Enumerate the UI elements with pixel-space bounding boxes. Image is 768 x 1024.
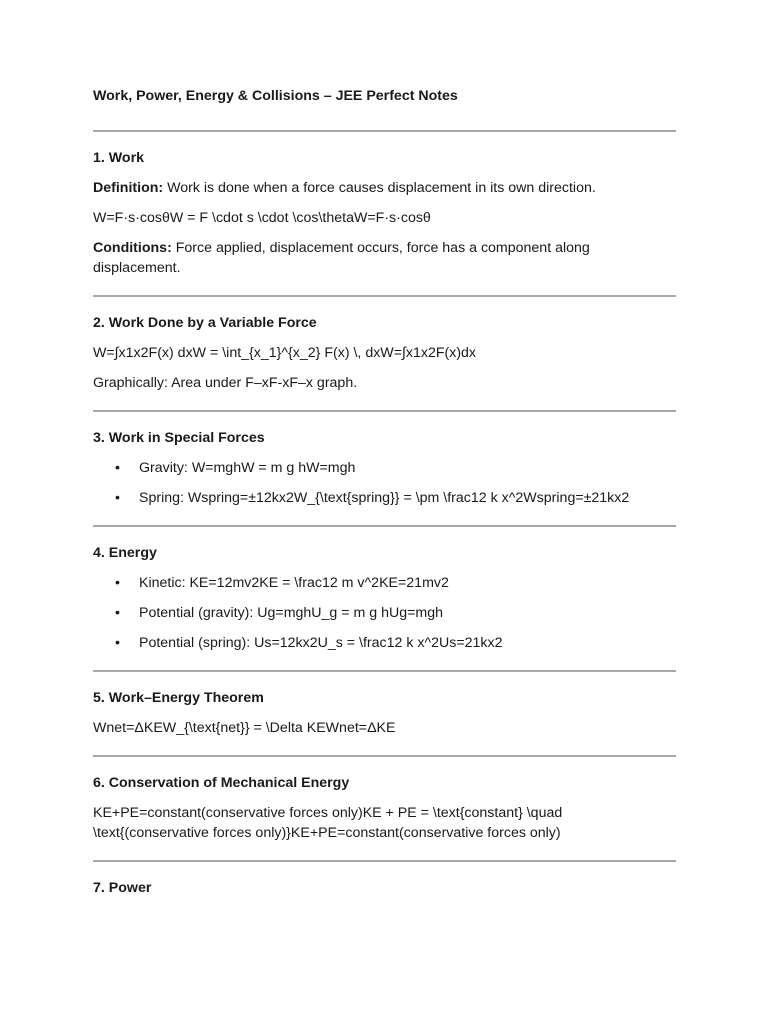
definition-paragraph — [93, 178, 676, 198]
section-energy — [93, 527, 676, 670]
graph-note: Graphically: Area under F–xF-xF–x graph. — [93, 375, 358, 391]
work-formula: W=F·s·cos⁡θW = F \cdot s \cdot \cos\thetaW=F·s·cosθ — [93, 210, 431, 226]
special-forces-list — [93, 458, 676, 508]
theorem-formula: Wnet=ΔKEW_{\text{net}} = \Delta KEWnet=ΔKE — [93, 720, 396, 736]
section-heading: 5. Work–Energy Theorem — [93, 690, 264, 706]
list-item: • Potential (spring): Us=12kx2U_s = \frac12 k x^2Us=21kx2 — [93, 633, 676, 653]
section-heading: 2. Work Done by a Variable Force — [93, 315, 317, 331]
variable-force-formula: W=∫x1x2F(x) dxW = \int_{x_1}^{x_2} F(x) \, dxW=∫x1x2F(x)dx — [93, 345, 477, 361]
definition-text: Work is done when a force causes displacement in its own direction. — [163, 180, 596, 196]
document-page — [93, 86, 676, 925]
list-item: • Gravity: W=mghW = m g hW=mgh — [93, 458, 676, 478]
list-item: • Kinetic: KE=12mv2KE = \frac12 m v^2KE=21mv2 — [93, 573, 676, 593]
section-conservation — [93, 757, 676, 860]
energy-list — [93, 573, 676, 653]
list-item: • Spring: Wspring=±12kx2W_{\text{spring}} = \pm \frac12 k x^2Wspring=±21kx2 — [93, 488, 676, 508]
section-work-energy-theorem — [93, 672, 676, 755]
conservation-formula: KE+PE=constant(conservative forces only)KE + PE = \text{constant} \quad \text{(conservative forces only)}KE+PE=constant(conservative forces only) — [93, 805, 563, 841]
conditions-text: Force applied, displacement occurs, force has a component along displacement. — [93, 240, 590, 276]
conditions-label: Conditions: — [93, 240, 172, 256]
conditions-paragraph — [93, 238, 676, 278]
section-heading: 7. Power — [93, 880, 152, 896]
section-heading: 3. Work in Special Forces — [93, 430, 265, 446]
section-special-forces — [93, 412, 676, 525]
section-variable-force — [93, 297, 676, 410]
section-power — [93, 862, 676, 925]
section-heading: 4. Energy — [93, 545, 157, 561]
definition-label: Definition: — [93, 180, 164, 196]
section-work — [93, 132, 676, 295]
document-title: Work, Power, Energy & Collisions – JEE Perfect Notes — [93, 88, 458, 104]
section-heading: 6. Conservation of Mechanical Energy — [93, 775, 350, 791]
list-item: • Potential (gravity): Ug=mghU_g = m g hUg=mgh — [93, 603, 676, 623]
section-heading: 1. Work — [93, 150, 144, 166]
